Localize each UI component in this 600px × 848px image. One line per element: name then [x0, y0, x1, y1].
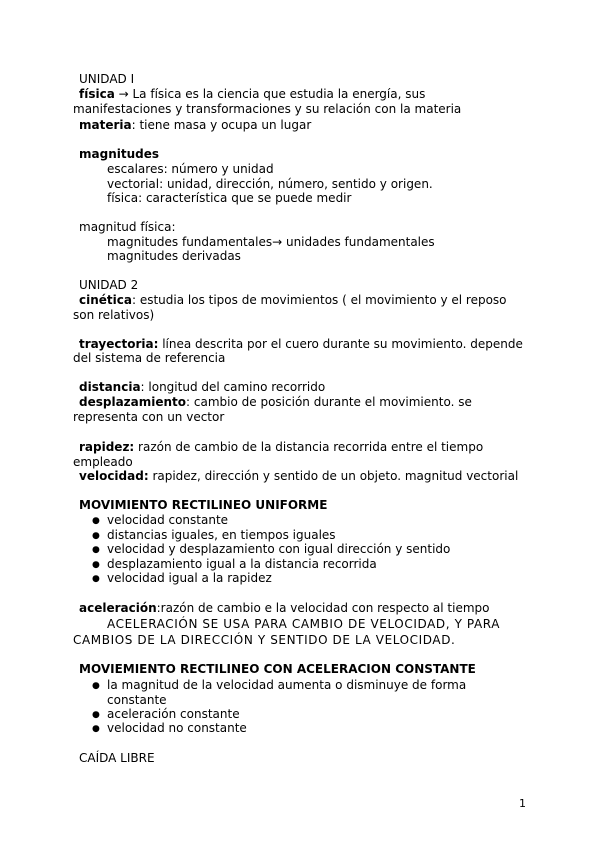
unit-2-heading: UNIDAD 2 — [79, 278, 139, 292]
fisica-definition — [79, 87, 425, 102]
mru-item: velocidad igual a la rapidez — [107, 571, 272, 585]
mru-item: desplazamiento igual a la distancia recorrida — [107, 557, 377, 571]
magnitudes-heading: magnitudes — [79, 147, 159, 161]
cinetica-def: : estudia los tipos de movimientos ( el movimiento y el reposo — [131, 293, 507, 307]
fisica-def-line2: manifestaciones y transformaciones y su relación con la materia — [73, 102, 462, 116]
materia-def: : tiene masa y ocupa un lugar — [131, 118, 312, 132]
rapidez-def-line2: empleado — [73, 455, 133, 469]
aceleracion-term: aceleración — [79, 601, 157, 615]
caida-libre-heading: CAÍDA LIBRE — [79, 751, 155, 765]
cinetica-definition — [79, 293, 507, 308]
trayectoria-definition — [79, 337, 523, 352]
cinetica-term: cinética — [79, 293, 132, 307]
mrua-item-1-cont: constante — [107, 693, 167, 707]
mrua-heading: MOVIEMIENTO RECTILINEO CON ACELERACION CONSTANTE — [79, 662, 476, 676]
bullet-icon: ● — [92, 516, 100, 526]
aceleracion-note-line1: ACELERACIÓN SE USA PARA CAMBIO DE VELOCIDAD, Y PARA — [107, 617, 501, 631]
mru-item: velocidad constante — [107, 513, 229, 527]
bullet-icon: ● — [92, 681, 100, 691]
distancia-def: : longitud del camino recorrido — [140, 380, 326, 394]
bullet-icon: ● — [92, 574, 100, 584]
rapidez-term: rapidez: — [79, 440, 135, 454]
trayectoria-def-line2: del sistema de referencia — [73, 351, 226, 365]
desplazamiento-definition — [79, 395, 472, 410]
velocidad-definition — [79, 469, 518, 484]
unit-1-heading: UNIDAD I — [79, 72, 135, 86]
mrua-item-2: aceleración constante — [107, 707, 240, 721]
distancia-definition — [79, 380, 325, 395]
derivadas-line: magnitudes derivadas — [107, 249, 241, 263]
aceleracion-note-line2: CAMBIOS DE LA DIRECCIÓN Y SENTIDO DE LA VELOCIDAD. — [73, 633, 456, 647]
trayectoria-term: trayectoria: — [79, 337, 159, 351]
aceleracion-def: :razón de cambio e la velocidad con respecto al tiempo — [156, 601, 490, 615]
page-number: 1 — [519, 797, 526, 810]
materia-term: materia — [79, 118, 132, 132]
bullet-icon: ● — [92, 531, 100, 541]
bullet-icon: ● — [92, 545, 100, 555]
mru-item: velocidad y desplazamiento con igual dirección y sentido — [107, 542, 451, 556]
trayectoria-def: línea descrita por el cuero durante su movimiento. depende — [158, 337, 523, 351]
fisica-term: física — [79, 87, 115, 101]
desplazamiento-def: : cambio de posición durante el movimiento. se — [186, 395, 472, 409]
bullet-icon: ● — [92, 710, 100, 720]
bullet-icon: ● — [92, 560, 100, 570]
mrua-item-1: la magnitud de la velocidad aumenta o disminuye de forma — [107, 678, 467, 692]
rapidez-def: razón de cambio de la distancia recorrida entre el tiempo — [134, 440, 484, 454]
mru-item: distancias iguales, en tiempos iguales — [107, 528, 336, 542]
magnitud-fisica-heading: magnitud física: — [79, 220, 176, 234]
velocidad-def: rapidez, dirección y sentido de un objeto. magnitud vectorial — [148, 469, 519, 483]
cinetica-def-line2: son relativos) — [73, 308, 155, 322]
escalares-line: escalares: número y unidad — [107, 162, 274, 176]
desplazamiento-term: desplazamiento — [79, 395, 187, 409]
fisica-magnitude-line: física: característica que se puede medir — [107, 191, 352, 205]
fisica-def: → La física es la ciencia que estudia la energía, sus — [114, 87, 426, 101]
velocidad-term: velocidad: — [79, 469, 149, 483]
fundamentales-line: magnitudes fundamentales→ unidades fundamentales — [107, 235, 435, 249]
materia-definition — [79, 118, 311, 133]
mru-heading: MOVIMIENTO RECTILINEO UNIFORME — [79, 498, 328, 512]
aceleracion-definition — [79, 601, 489, 616]
desplazamiento-def-line2: representa con un vector — [73, 410, 225, 424]
vectorial-line: vectorial: unidad, dirección, número, sentido y origen. — [107, 177, 433, 191]
rapidez-definition — [79, 440, 483, 455]
bullet-icon: ● — [92, 724, 100, 734]
distancia-term: distancia — [79, 380, 141, 394]
mrua-item-3: velocidad no constante — [107, 721, 247, 735]
